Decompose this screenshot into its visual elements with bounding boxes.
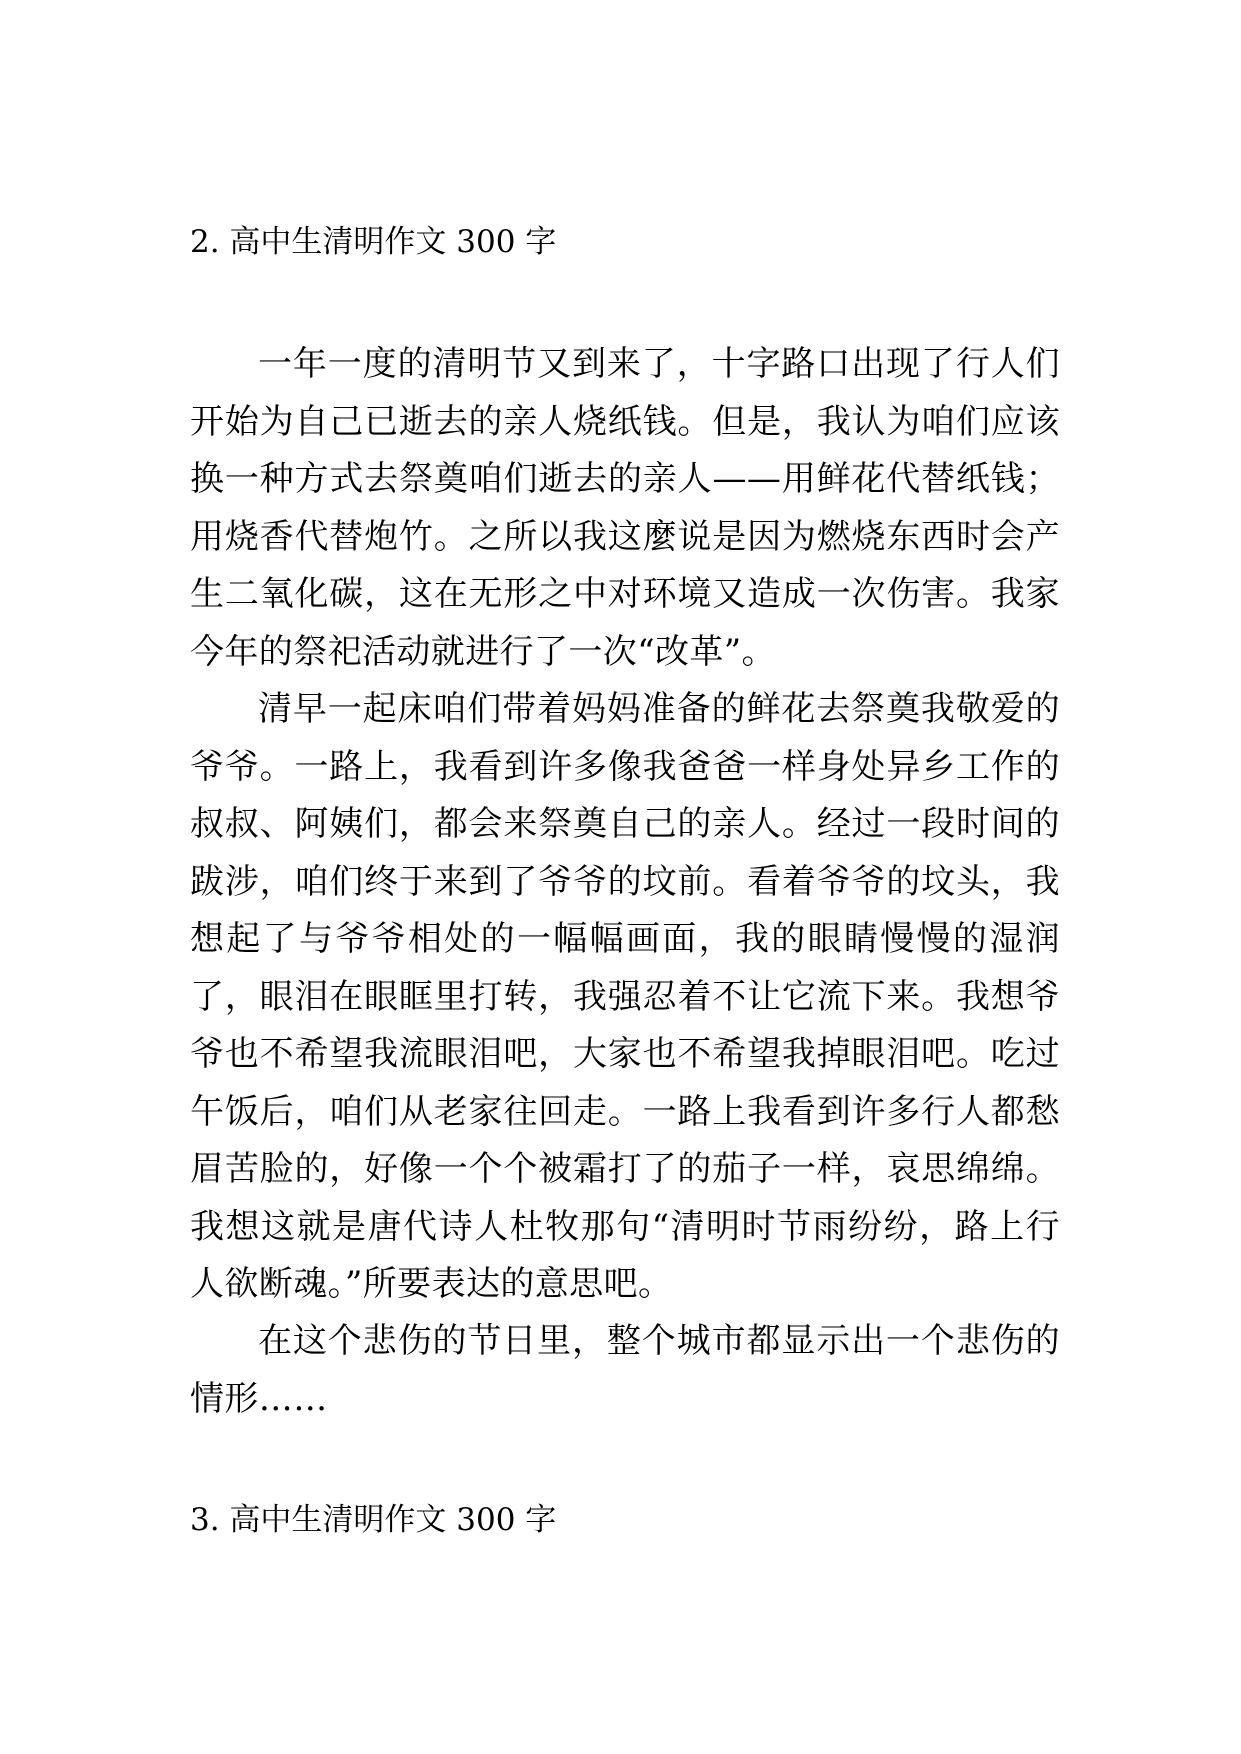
section-heading: 2. 高中生清明作文 300 字 (190, 224, 557, 260)
paragraph: 一年一度的清明节又到来了，十字路口出现了行人们开始为自己已逝去的亲人烧纸钱。但是，我认为咱们应该换一种方式去祭奠咱们逝去的亲人——用鲜花代替纸钱；用烧香代替炮竹。之所以我这麼说是因为燃烧东西时会产生二氧化碳，这在无形之中对环境又造成一次伤害。我家今年的祭祀活动就进行了一次“改革”。 (190, 344, 1060, 672)
paragraph: 清早一起床咱们带着妈妈准备的鲜花去祭奠我敬爱的爷爷。一路上，我看到许多像我爸爸一样身处异乡工作的叔叔、阿姨们，都会来祭奠自己的亲人。经过一段时间的跋涉，咱们终于来到了爷爷的坟前。看着爷爷的坟头，我想起了与爷爷相处的一幅幅画面，我的眼睛慢慢的湿润了，眼泪在眼眶里打转，我强忍着不让它流下来。我想爷爷也不希望我流眼泪吧，大家也不希望我掉眼泪吧。吃过午饭后，咱们从老家往回走。一路上我看到许多行人都愁眉苦脸的，好像一个个被霜打了的茄子一样，哀思绵绵。我想这就是唐代诗人杜牧那句“清明时节雨纷纷，路上行人欲断魂。”所要表达的意思吧。 (190, 689, 1060, 1304)
paragraph: 在这个悲伤的节日里，整个城市都显示出一个悲伤的情形…… (190, 1321, 1060, 1419)
section-heading: 3. 高中生清明作文 300 字 (190, 1502, 557, 1538)
